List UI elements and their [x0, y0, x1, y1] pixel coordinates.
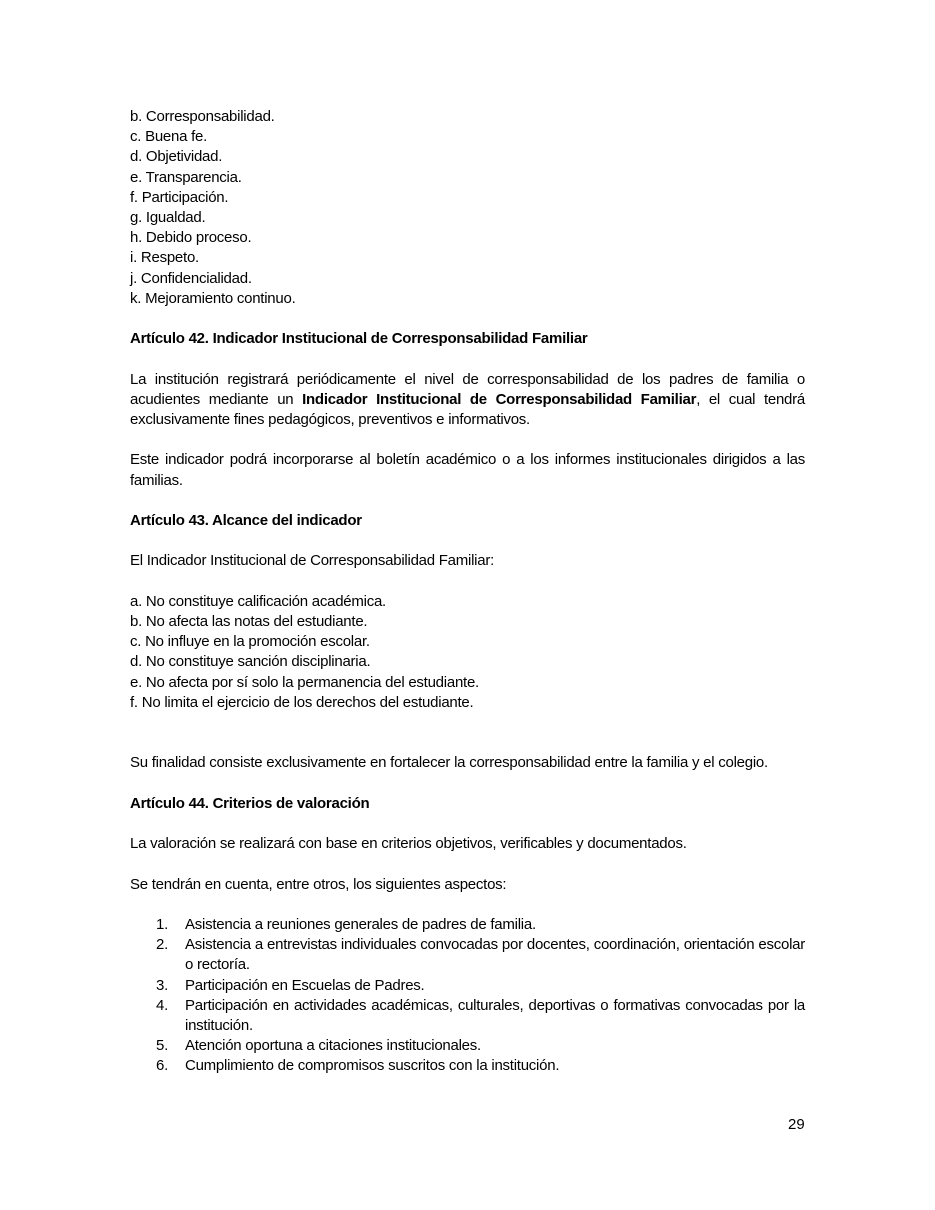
list-item: g. Igualdad.	[130, 209, 206, 227]
list-number: 2.	[156, 936, 169, 954]
list-item	[130, 1036, 805, 1056]
list-number: 4.	[156, 996, 169, 1014]
article-42-paragraph-1	[130, 370, 805, 431]
indicator-name-bold: Indicador Institucional de Corresponsabilidad Familiar	[302, 390, 697, 408]
criteria-list	[130, 915, 805, 1077]
list-item: d. No constituye sanción disciplinaria.	[130, 653, 371, 671]
list-item: f. Participación.	[130, 188, 229, 206]
article-44-paragraph-1: La valoración se realizará con base en criterios objetivos, verificables y documentados.	[130, 835, 687, 853]
list-number: 6.	[156, 1057, 169, 1075]
list-number: 5.	[156, 1037, 169, 1055]
principles-list	[130, 107, 805, 309]
list-item	[130, 935, 805, 975]
list-item: c. Buena fe.	[130, 128, 208, 146]
list-number: 3.	[156, 976, 169, 994]
list-item: f. No limita el ejercicio de los derechos del estudiante.	[130, 693, 474, 711]
article-43-closing: Su finalidad consiste exclusivamente en fortalecer la corresponsabilidad entre la familia y el colegio.	[130, 754, 768, 772]
list-text: Participación en actividades académicas, culturales, deportivas o formativas convocadas por la institución.	[185, 996, 805, 1034]
list-text: Cumplimiento de compromisos suscritos con la institución.	[185, 1057, 560, 1075]
scope-list	[130, 592, 805, 713]
article-42-paragraph-2: Este indicador podrá incorporarse al boletín académico o a los informes institucionales dirigidos a las familias.	[130, 451, 805, 489]
list-text: Participación en Escuelas de Padres.	[185, 976, 425, 994]
list-item: e. Transparencia.	[130, 168, 242, 186]
list-item: e. No afecta por sí solo la permanencia del estudiante.	[130, 673, 479, 691]
page-content	[130, 107, 805, 1077]
list-item: b. Corresponsabilidad.	[130, 108, 275, 125]
list-number: 1.	[156, 915, 169, 933]
article-42-heading: Artículo 42. Indicador Institucional de Corresponsabilidad Familiar	[130, 330, 588, 348]
list-text: Atención oportuna a citaciones institucionales.	[185, 1037, 481, 1055]
list-item	[130, 996, 805, 1036]
article-43-heading: Artículo 43. Alcance del indicador	[130, 512, 362, 529]
article-44-paragraph-2: Se tendrán en cuenta, entre otros, los siguientes aspectos:	[130, 875, 507, 893]
list-text: Asistencia a reuniones generales de padres de familia.	[185, 915, 536, 933]
list-item	[130, 976, 805, 996]
article-43-intro: El Indicador Institucional de Corresponsabilidad Familiar:	[130, 552, 495, 570]
paragraph-text: , el cual tendrá exclusivamente fines pedagógicos, preventivos e informativos.	[130, 390, 805, 429]
list-item: d. Objetividad.	[130, 148, 223, 166]
list-item	[130, 1056, 805, 1076]
list-item: b. No afecta las notas del estudiante.	[130, 612, 368, 630]
page-number: 29	[788, 1116, 805, 1133]
list-item: a. No constituye calificación académica.	[130, 592, 386, 610]
list-text: Asistencia a entrevistas individuales convocadas por docentes, coordinación, orientación escolar o rectoría.	[185, 936, 805, 974]
list-item: i. Respeto.	[130, 249, 199, 267]
article-44-heading: Artículo 44. Criterios de valoración	[130, 794, 370, 812]
paragraph-text: La institución registrará periódicamente el nivel de corresponsabilidad de los padres de familia o acudientes mediante un	[130, 370, 805, 408]
list-item: h. Debido proceso.	[130, 229, 252, 247]
list-item: c. No influye en la promoción escolar.	[130, 633, 370, 651]
list-item: j. Confidencialidad.	[130, 269, 252, 287]
list-item: k. Mejoramiento continuo.	[130, 289, 296, 307]
list-item	[130, 915, 805, 935]
